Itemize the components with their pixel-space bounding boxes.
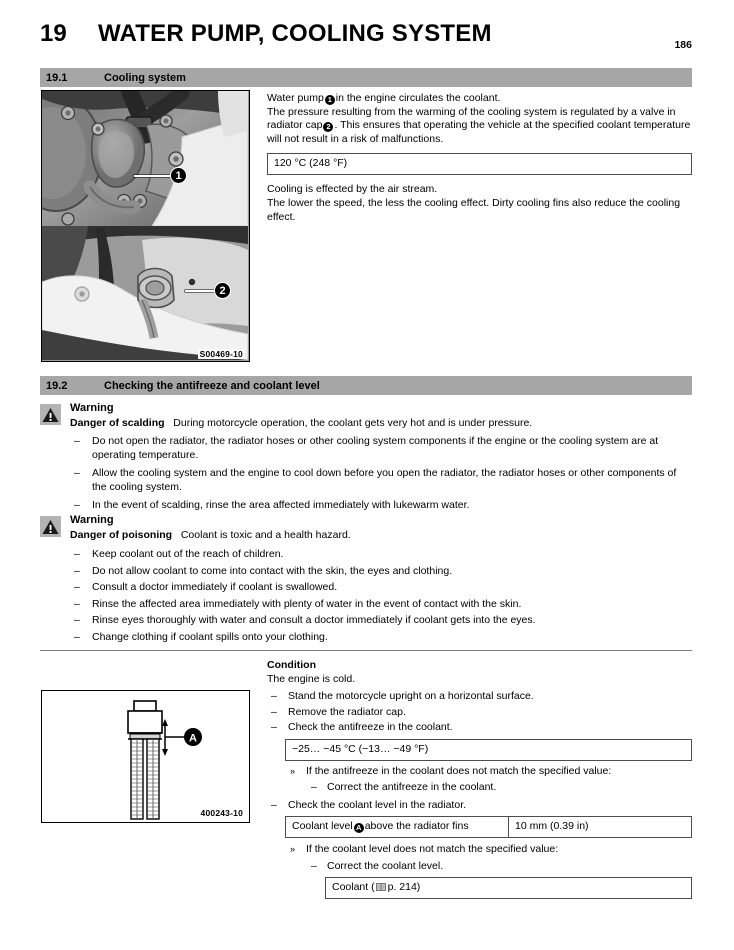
list-item: – Keep coolant out of the reach of children. [70, 548, 692, 562]
table-coolant-level [285, 816, 692, 839]
text-fragment: The pressure resulting from the warming of the cooling system is regulated by a valve in radiator cap [267, 105, 676, 132]
text-fragment: above the radiator fins [364, 819, 469, 832]
warning-body [70, 514, 692, 645]
figure-radiator-level [41, 690, 250, 823]
book-page-icon [376, 882, 386, 890]
chapter-number: 19 [40, 20, 67, 47]
list-item: – Stand the motorcycle upright on a horizontal surface. [267, 690, 692, 704]
list-item: – Rinse the affected area immediately with plenty of water in the event of contact with the skin. [70, 598, 692, 612]
spec-temperature: 120 °C (248 °F) [267, 153, 692, 175]
list-item: – Do not open the radiator, the radiator hoses or other cooling system components if the engine or the cooling system are at operating temperature. [70, 435, 692, 462]
page-number: 186 [674, 39, 692, 51]
section-header-19-1 [40, 68, 692, 87]
figure-cooling-system [41, 90, 250, 362]
warning-triangle-glyph [42, 519, 59, 535]
text-fragment: Water pump [267, 92, 324, 104]
condition-title: Condition [267, 659, 316, 671]
page-title: WATER PUMP, COOLING SYSTEM [98, 20, 492, 47]
warning-body [70, 402, 692, 513]
warning-lead-text: Coolant is toxic and a health hazard. [180, 529, 351, 541]
list-item: – Correct the coolant level. [267, 860, 692, 874]
list-item: » If the antifreeze in the coolant does not match the specified value: [267, 765, 692, 779]
warning-title: Warning [70, 402, 114, 414]
section-header-19-2 [40, 376, 692, 395]
table-cell-label [286, 817, 509, 838]
warning-poisoning-list [70, 548, 692, 645]
warning-title: Warning [70, 514, 114, 526]
inline-callout-2: 2 [323, 122, 333, 132]
list-item: – Check the antifreeze in the coolant. [267, 721, 692, 735]
warning-lead-bold: Danger of scalding [70, 417, 165, 429]
text-fragment: . This ensures that operating the vehicle at the specified coolant temperature will not result in a risk of malfunctions. [267, 119, 691, 145]
callout-marker-1: 1 [170, 167, 187, 184]
warning-triangle-icon [40, 404, 61, 425]
procedure-list-antifreeze-branch [267, 765, 692, 813]
warning-scalding [40, 402, 692, 518]
table-cell-value: 10 mm (0.39 in) [515, 819, 589, 832]
warning-triangle-glyph [42, 407, 59, 423]
procedure-list-coolant-branch [267, 843, 692, 873]
list-item: – Consult a doctor immediately if coolant is swallowed. [70, 581, 692, 595]
section-divider [40, 650, 692, 651]
inline-callout-a: A [354, 823, 364, 833]
warning-lead [70, 416, 692, 430]
diagram-caption: 400243-10 [200, 808, 243, 818]
text-fragment: in the engine circulates the coolant. [335, 92, 501, 104]
procedure-list [267, 690, 692, 735]
section-number: 19.1 [46, 71, 68, 84]
warning-poisoning [40, 514, 692, 648]
dimension-label-a: A [189, 732, 197, 745]
section-1-body [267, 92, 692, 224]
list-item: – Do not allow coolant to come into contact with the skin, the eyes and clothing. [70, 565, 692, 579]
warning-lead-text: During motorcycle operation, the coolant gets very hot and is under pressure. [173, 417, 533, 429]
list-item: – Remove the radiator cap. [267, 706, 692, 720]
warning-lead-bold: Danger of poisoning [70, 529, 173, 541]
text-fragment: Coolant ( [332, 881, 375, 894]
text-fragment: p. 214) [387, 881, 421, 894]
list-item: – Check the coolant level in the radiator. [267, 799, 692, 813]
paragraph-speed-effect: The lower the speed, the less the cooling effect. Dirty cooling fins also reduce the cooling effect. [267, 196, 681, 223]
list-item: – In the event of scalding, rinse the area affected immediately with lukewarm water. [70, 499, 692, 513]
warning-scalding-list [70, 435, 692, 513]
paragraph-water-pump [267, 92, 692, 106]
list-item: – Correct the antifreeze in the coolant. [267, 781, 692, 795]
callout-marker-2: 2 [214, 282, 231, 299]
list-item: – Rinse eyes thoroughly with water and consult a doctor immediately if coolant gets into the eyes. [70, 614, 692, 628]
condition-text: The engine is cold. [267, 672, 356, 685]
list-item: – Change clothing if coolant spills onto your clothing. [70, 631, 692, 645]
section-number: 19.2 [46, 379, 68, 392]
spec-antifreeze: −25… −45 °C (−13… −49 °F) [285, 739, 692, 761]
inline-callout-1: 1 [325, 95, 335, 105]
paragraph-pressure [267, 106, 692, 147]
paragraph-cooling-air: Cooling is effected by the air stream. [267, 183, 438, 196]
page-header [40, 20, 692, 54]
radiator-diagram [42, 691, 248, 821]
photo-water-pump [42, 91, 248, 226]
list-item: » If the coolant level does not match the specified value: [267, 843, 692, 857]
list-item: – Allow the cooling system and the engine to cool down before you open the radiator, the radiator hoses or other components of the cooling system. [70, 467, 692, 494]
reference-coolant [325, 877, 692, 899]
procedure-body [267, 659, 692, 899]
warning-triangle-icon [40, 516, 61, 537]
figure-caption: S00469-10 [199, 349, 243, 359]
section-title: Checking the antifreeze and coolant level [104, 379, 320, 392]
warning-lead [70, 528, 692, 542]
section-title: Cooling system [104, 71, 186, 84]
text-fragment: Coolant level [292, 819, 353, 832]
